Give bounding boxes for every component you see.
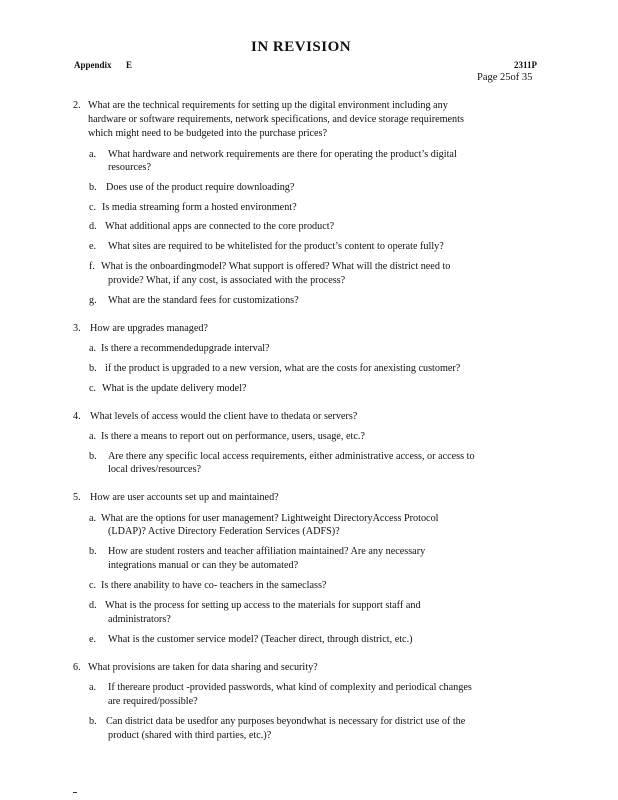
item-5b-text-cont: integrations manual or can they be automated? xyxy=(108,560,299,571)
question-6-text: What provisions are taken for data sharing and security? xyxy=(88,662,318,673)
item-6a-text: If thereare product -provided passwords, what kind of complexity and periodical changes xyxy=(108,682,472,693)
item-5c-text: Is there anability to have co- teachers in the sameclass? xyxy=(101,580,327,591)
item-3a-text: Is there a recommendedupgrade interval? xyxy=(101,343,270,354)
question-2-text-cont: which might need to be budgeted into the purchase prices? xyxy=(88,128,328,139)
question-6-number: 6. xyxy=(73,662,81,673)
item-4a-letter: a. xyxy=(89,431,97,442)
item-6b-letter: b. xyxy=(89,716,97,727)
question-3-text: How are upgrades managed? xyxy=(90,323,208,334)
item-5b-letter: b. xyxy=(89,546,97,557)
question-5-text: How are user accounts set up and maintained? xyxy=(90,492,279,503)
item-4b-text: Are there any specific local access requirements, either administrative access, or access to xyxy=(108,451,475,462)
page-mark xyxy=(73,792,77,793)
question-4-number: 4. xyxy=(73,411,81,422)
page-number: Page 25of 35 xyxy=(477,72,533,83)
item-2a-letter: a. xyxy=(89,149,97,160)
appendix-label: Appendix xyxy=(74,60,112,70)
item-2e-letter: e. xyxy=(89,241,97,252)
item-6a-letter: a. xyxy=(89,682,97,693)
item-2g-letter: g. xyxy=(89,295,97,306)
question-2-text: What are the technical requirements for setting up the digital environment including any xyxy=(88,100,448,111)
question-4-text: What levels of access would the client have to thedata or servers? xyxy=(90,411,358,422)
item-5e-letter: e. xyxy=(89,634,97,645)
item-3b-text: if the product is upgraded to a new version, what are the costs for anexisting customer? xyxy=(105,363,461,374)
item-5d-text-cont: administrators? xyxy=(108,614,171,625)
item-6a-text-cont: are required/possible? xyxy=(108,696,198,707)
item-5d-text: What is the process for setting up access to the materials for support staff and xyxy=(105,600,421,611)
question-3-number: 3. xyxy=(73,323,81,334)
item-3c-letter: c. xyxy=(89,383,97,394)
item-6b-text-cont: product (shared with third parties, etc.)? xyxy=(108,730,272,741)
item-2g-text: What are the standard fees for customizations? xyxy=(108,295,299,306)
item-2b-text: Does use of the product require downloading? xyxy=(106,182,295,193)
item-4b-letter: b. xyxy=(89,451,97,462)
document-title: IN REVISION xyxy=(251,39,352,55)
item-2a-text: What hardware and network requirements are there for operating the product’s digital xyxy=(108,149,457,160)
item-5e-text: What is the customer service model? (Teacher direct, through district, etc.) xyxy=(108,634,413,645)
item-5b-text: How are student rosters and teacher affiliation maintained? Are any necessary xyxy=(108,546,426,557)
item-2f-letter: f. xyxy=(89,261,95,272)
item-3a-letter: a. xyxy=(89,343,97,354)
item-2f-text-cont: provide? What, if any cost, is associated with the process? xyxy=(108,275,346,286)
item-6b-text: Can district data be usedfor any purposes beyondwhat is necessary for district use of the xyxy=(106,716,466,727)
item-4b-text-cont: local drives/resources? xyxy=(108,464,202,475)
item-2c-letter: c. xyxy=(89,202,97,213)
item-3c-text: What is the update delivery model? xyxy=(102,383,247,394)
item-2e-text: What sites are required to be whitelisted for the product’s content to operate fully? xyxy=(108,241,444,252)
item-2d-text: What additional apps are connected to the core product? xyxy=(105,221,335,232)
item-5a-text-cont: (LDAP)? Active Directory Federation Services (ADFS)? xyxy=(108,526,340,537)
item-4a-text: Is there a means to report out on performance, users, usage, etc.? xyxy=(101,431,365,442)
item-2a-text-cont: resources? xyxy=(108,162,151,173)
question-5-number: 5. xyxy=(73,492,81,503)
item-2f-text: What is the onboardingmodel? What support is offered? What will the district need to xyxy=(101,261,451,272)
item-2b-letter: b. xyxy=(89,182,97,193)
question-2-text-cont: hardware or software requirements, network specifications, and device storage requirements xyxy=(88,114,464,125)
document-code: 2311P xyxy=(514,60,538,70)
item-3b-letter: b. xyxy=(89,363,97,374)
item-2c-text: Is media streaming form a hosted environment? xyxy=(102,202,297,213)
item-5a-text: What are the options for user management? Lightweight DirectoryAccess Protocol xyxy=(101,513,439,524)
item-2d-letter: d. xyxy=(89,221,97,232)
item-5c-letter: c. xyxy=(89,580,97,591)
item-5d-letter: d. xyxy=(89,600,97,611)
item-5a-letter: a. xyxy=(89,513,97,524)
question-2-number: 2. xyxy=(73,100,81,111)
appendix-value: E xyxy=(126,60,133,70)
